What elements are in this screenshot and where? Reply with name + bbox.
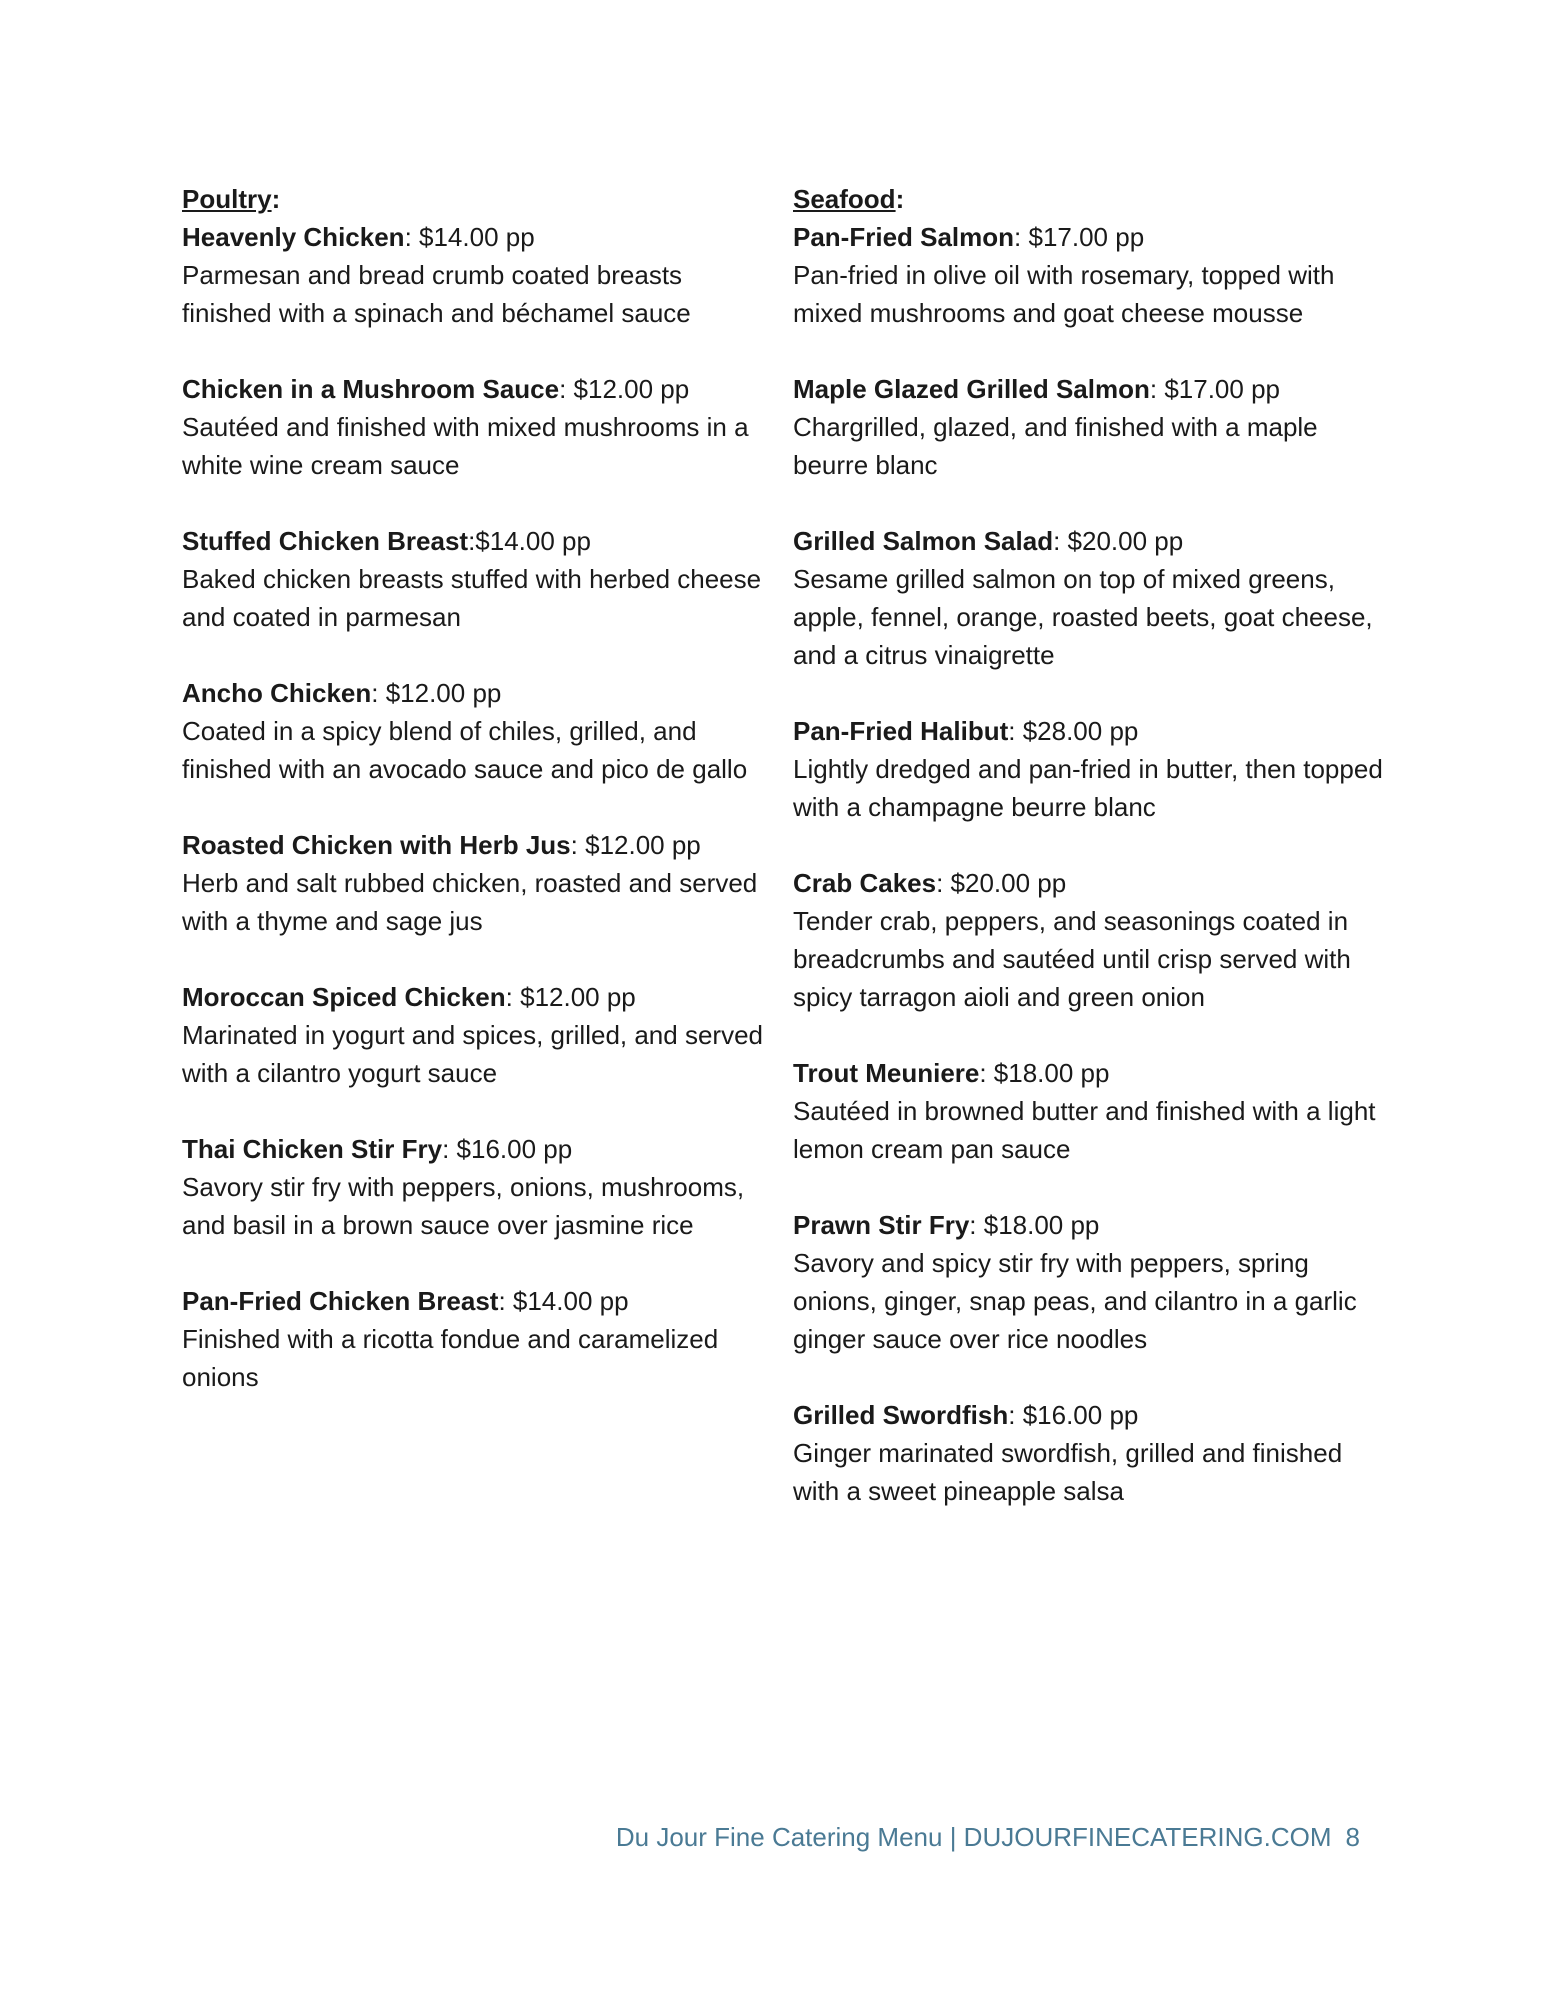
page-footer [560, 1822, 1360, 1853]
menu-item [793, 1206, 1393, 1358]
item-price: :$14.00 pp [468, 526, 591, 556]
item-description: Parmesan and bread crumb coated breasts finished with a spinach and béchamel sauce [182, 260, 691, 328]
menu-item [793, 1054, 1393, 1168]
item-description: Tender crab, peppers, and seasonings coated in breadcrumbs and sautéed until crisp served with spicy tarragon aioli and green onion [793, 906, 1351, 1012]
menu-item [182, 978, 772, 1092]
menu-item [182, 674, 772, 788]
item-name: Crab Cakes [793, 868, 937, 898]
item-name: Grilled Swordfish [793, 1400, 1009, 1430]
seafood-column [793, 180, 1393, 1548]
item-description: Baked chicken breasts stuffed with herbed cheese and coated in parmesan [182, 564, 762, 632]
item-description: Savory stir fry with peppers, onions, mushrooms, and basil in a brown sauce over jasmine rice [182, 1172, 745, 1240]
item-price: : $28.00 pp [1008, 716, 1139, 746]
item-name: Roasted Chicken with Herb Jus [182, 830, 571, 860]
menu-item [793, 712, 1393, 826]
item-description: Herb and salt rubbed chicken, roasted and served with a thyme and sage jus [182, 868, 758, 936]
item-price: : $18.00 pp [969, 1210, 1100, 1240]
item-price: : $12.00 pp [559, 374, 690, 404]
footer-text: Du Jour Fine Catering Menu | DUJOURFINECATERING.COM [615, 1822, 1332, 1852]
item-description: Chargrilled, glazed, and finished with a maple beurre blanc [793, 412, 1318, 480]
item-description: Sesame grilled salmon on top of mixed greens, apple, fennel, orange, roasted beets, goat cheese, and a citrus vinaigrette [793, 564, 1373, 670]
item-name: Pan-Fried Halibut [793, 716, 1009, 746]
item-name: Pan-Fried Chicken Breast [182, 1286, 499, 1316]
poultry-list [182, 218, 772, 1396]
seafood-list [793, 218, 1393, 1510]
menu-item [182, 218, 772, 332]
item-name: Thai Chicken Stir Fry [182, 1134, 443, 1164]
item-name: Stuffed Chicken Breast [182, 526, 469, 556]
item-description: Sautéed in browned butter and finished with a light lemon cream pan sauce [793, 1096, 1376, 1164]
menu-item [182, 826, 772, 940]
item-name: Moroccan Spiced Chicken [182, 982, 506, 1012]
poultry-column [182, 180, 772, 1434]
item-description: Lightly dredged and pan-fried in butter, then topped with a champagne beurre blanc [793, 754, 1383, 822]
item-price: : $17.00 pp [1149, 374, 1280, 404]
menu-item [182, 1130, 772, 1244]
menu-item [182, 1282, 772, 1396]
item-price: : $17.00 pp [1014, 222, 1145, 252]
item-price: : $20.00 pp [1053, 526, 1184, 556]
item-price: : $12.00 pp [570, 830, 701, 860]
item-description: Marinated in yogurt and spices, grilled, and served with a cilantro yogurt sauce [182, 1020, 763, 1088]
item-price: : $14.00 pp [404, 222, 535, 252]
item-description: Savory and spicy stir fry with peppers, spring onions, ginger, snap peas, and cilantro in a garlic ginger sauce over rice noodles [793, 1248, 1357, 1354]
item-price: : $18.00 pp [979, 1058, 1110, 1088]
item-name: Chicken in a Mushroom Sauce [182, 374, 560, 404]
menu-item [793, 218, 1393, 332]
menu-item [793, 370, 1393, 484]
menu-item [793, 864, 1393, 1016]
page-number: 8 [1345, 1822, 1360, 1852]
item-price: : $20.00 pp [936, 868, 1067, 898]
item-name: Grilled Salmon Salad [793, 526, 1054, 556]
menu-item [182, 370, 772, 484]
item-description: Pan-fried in olive oil with rosemary, topped with mixed mushrooms and goat cheese mousse [793, 260, 1335, 328]
item-name: Trout Meuniere [793, 1058, 980, 1088]
item-price: : $12.00 pp [505, 982, 636, 1012]
seafood-heading: Seafood: [793, 184, 905, 214]
item-name: Maple Glazed Grilled Salmon [793, 374, 1150, 404]
item-description: Coated in a spicy blend of chiles, grilled, and finished with an avocado sauce and pico de gallo [182, 716, 748, 784]
menu-item [182, 522, 772, 636]
menu-item [793, 1396, 1393, 1510]
item-price: : $16.00 pp [1008, 1400, 1139, 1430]
item-name: Prawn Stir Fry [793, 1210, 970, 1240]
item-name: Heavenly Chicken [182, 222, 405, 252]
seafood-title: Seafood [793, 184, 896, 214]
item-price: : $12.00 pp [371, 678, 502, 708]
poultry-heading: Poultry: [182, 184, 281, 214]
item-description: Finished with a ricotta fondue and caramelized onions [182, 1324, 719, 1392]
poultry-title: Poultry [182, 184, 272, 214]
item-price: : $16.00 pp [442, 1134, 573, 1164]
item-name: Ancho Chicken [182, 678, 372, 708]
item-name: Pan-Fried Salmon [793, 222, 1015, 252]
menu-item [793, 522, 1393, 674]
item-description: Sautéed and finished with mixed mushrooms in a white wine cream sauce [182, 412, 749, 480]
item-description: Ginger marinated swordfish, grilled and finished with a sweet pineapple salsa [793, 1438, 1343, 1506]
item-price: : $14.00 pp [498, 1286, 629, 1316]
